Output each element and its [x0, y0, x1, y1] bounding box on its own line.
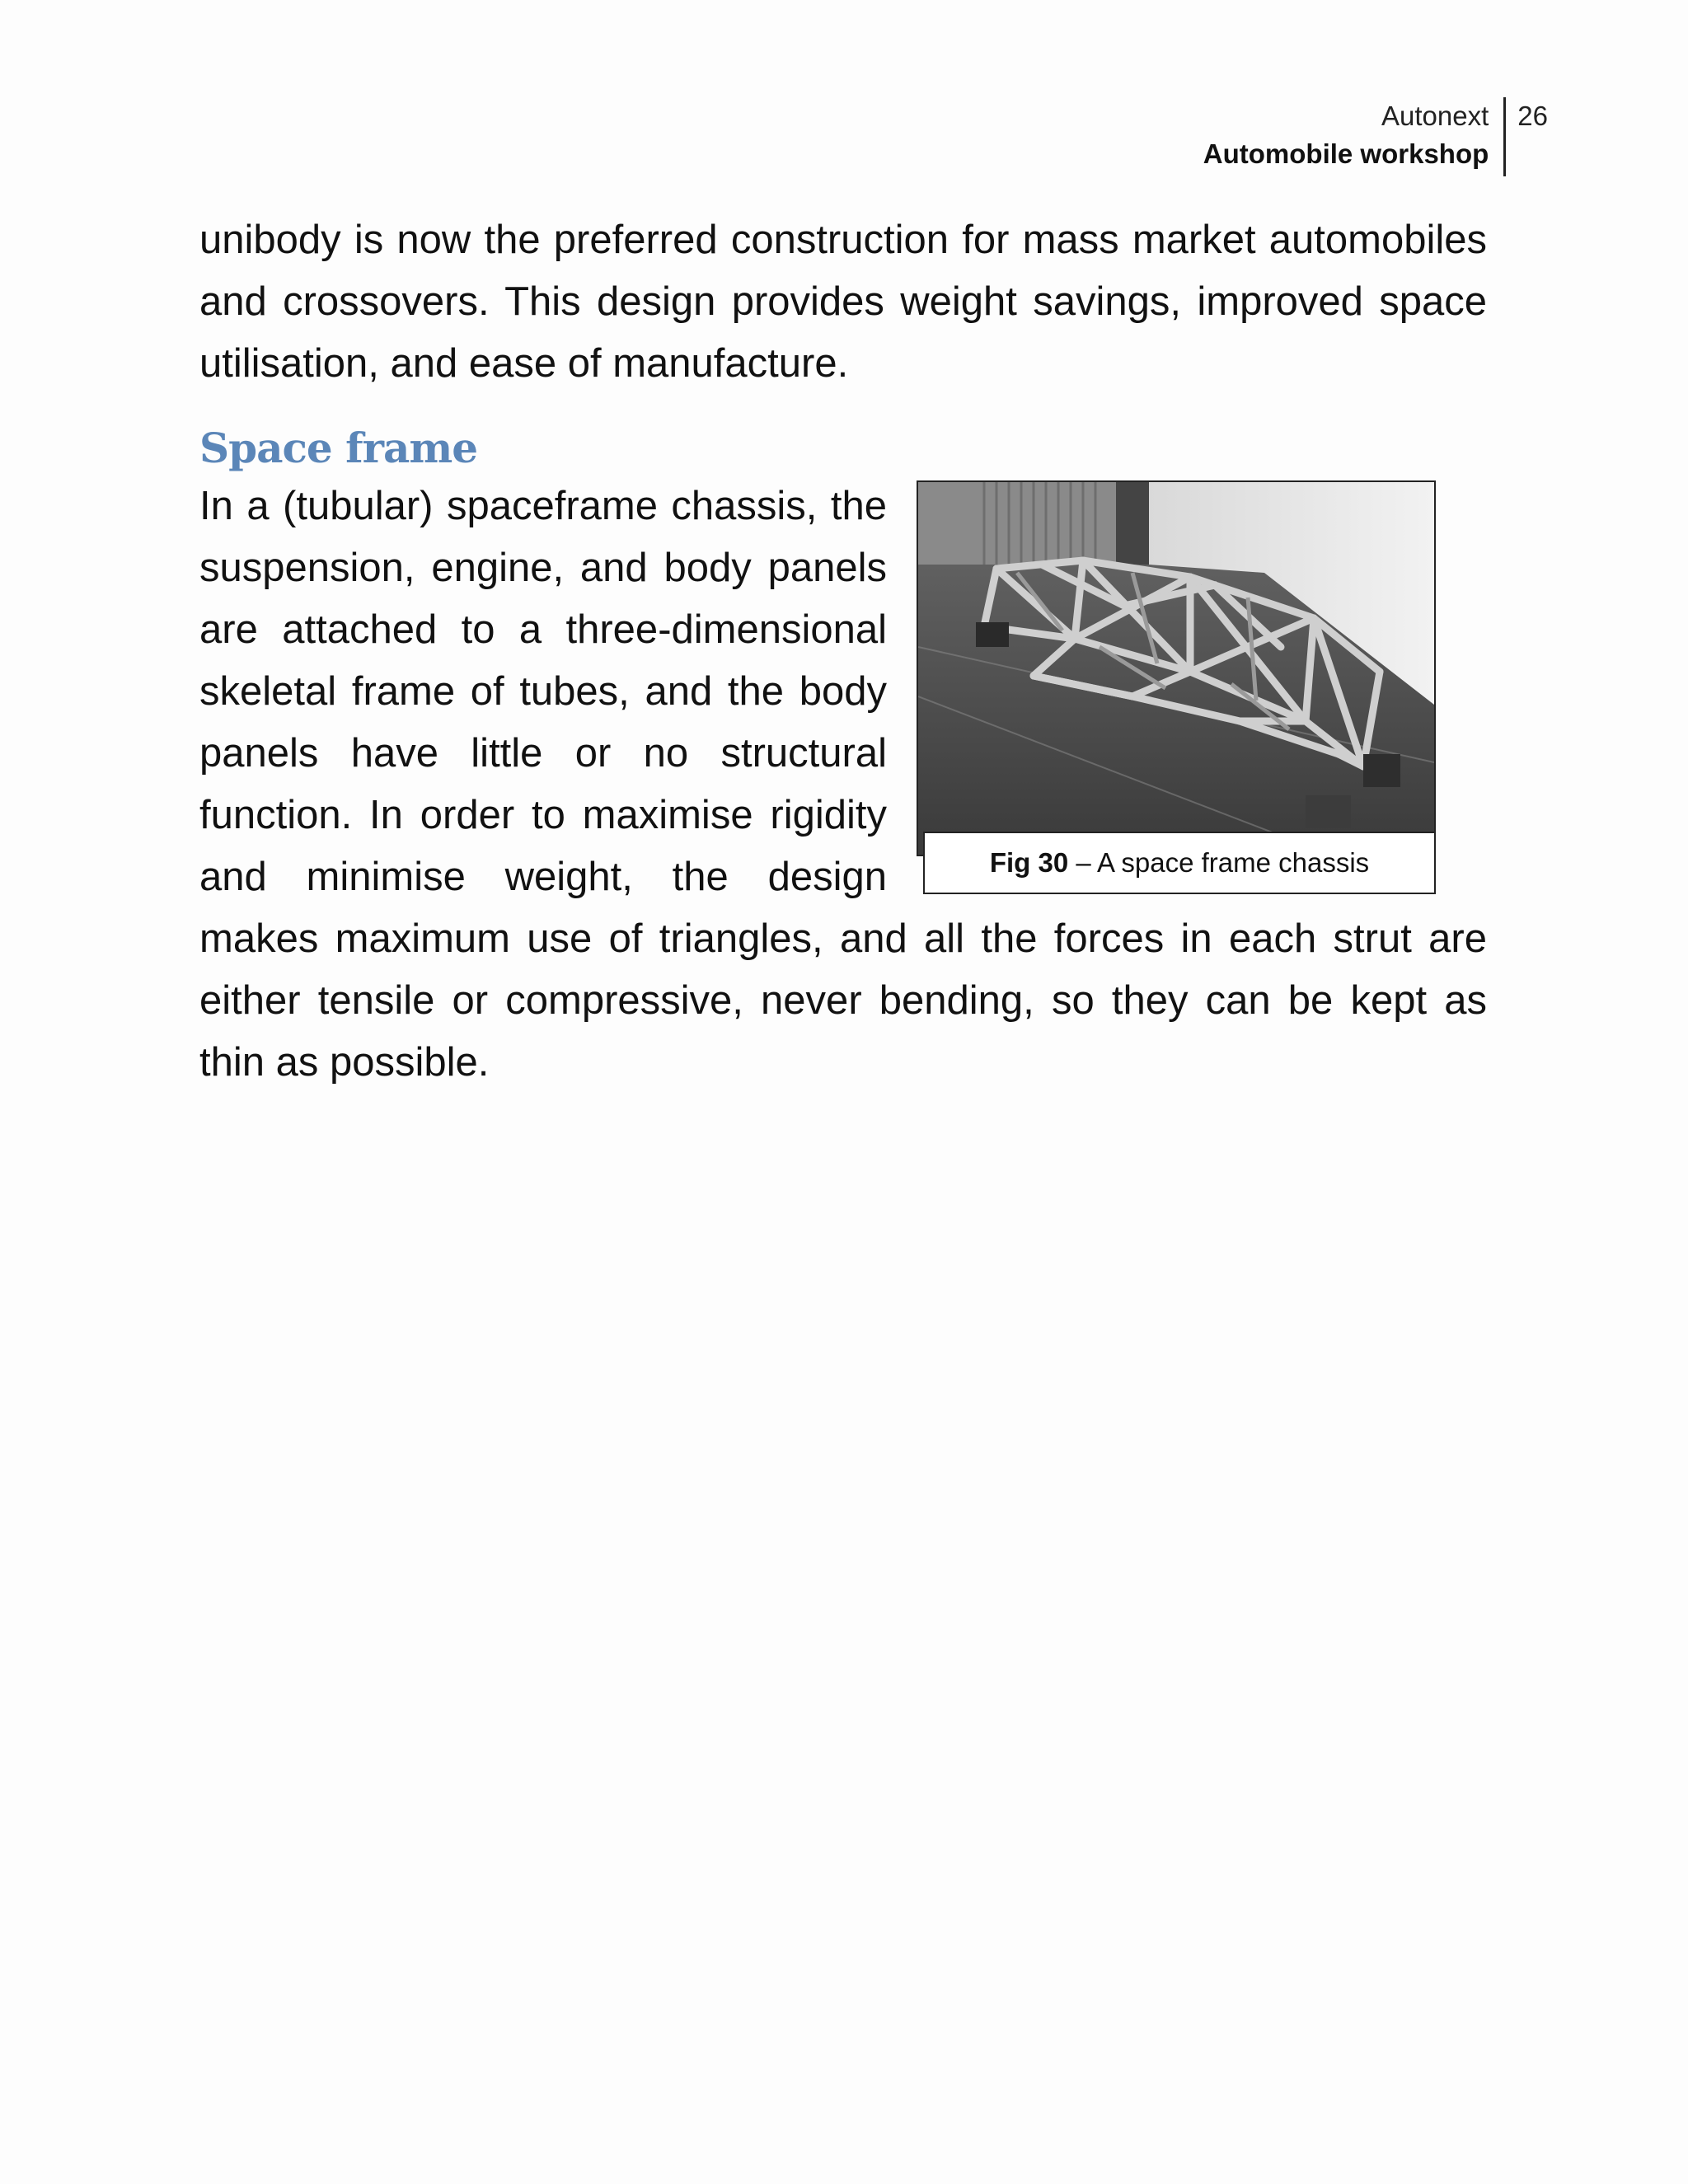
page-number: 26	[1517, 101, 1548, 131]
figure-label: Fig 30	[989, 847, 1069, 878]
header-text	[1203, 97, 1507, 176]
page-content	[199, 209, 1487, 1094]
section-heading: Space frame	[199, 424, 478, 472]
space-frame-chassis-photo	[917, 480, 1436, 856]
page-header	[1203, 97, 1548, 176]
figure-caption	[923, 832, 1436, 894]
figure-caption-text: – A space frame chassis	[1068, 847, 1370, 878]
chassis-photo-illustration	[918, 482, 1434, 855]
header-subtitle: Automobile workshop	[1203, 138, 1489, 169]
section-paragraph: In a (tubular) spaceframe chassis, the suspension, engine, and body panels are attached to a three-dimensional skeletal frame of tubes, and the body panels have little or no structural function. In order to maximise rigidity and minimise weight, the design makes maximum use of triangles, and all the forces in each strut are either tensile or compressive, never bending, so they can be kept as thin as possible.	[199, 484, 1487, 1085]
figure	[917, 480, 1436, 894]
header-org: Autonext	[1381, 101, 1489, 131]
intro-paragraph: unibody is now the preferred construction for mass market automobiles and crossovers. This design provides weight savings, improved space utilisation, and ease of manufacture.	[199, 218, 1487, 386]
